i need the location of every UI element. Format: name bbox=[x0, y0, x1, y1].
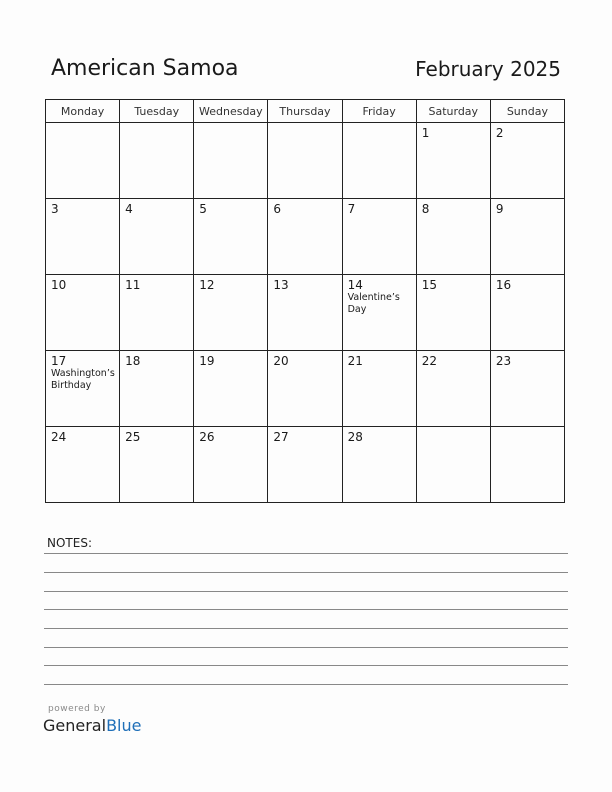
notes-line bbox=[44, 628, 568, 629]
day-number: 16 bbox=[495, 278, 512, 292]
day-cell bbox=[416, 351, 490, 427]
brand-general: General bbox=[43, 716, 107, 735]
day-cell bbox=[342, 123, 416, 199]
day-number: 7 bbox=[347, 202, 356, 216]
day-number: 12 bbox=[199, 278, 215, 292]
day-number: 2 bbox=[495, 126, 504, 140]
day-cell bbox=[342, 275, 416, 351]
day-cell bbox=[490, 351, 564, 427]
day-cell bbox=[342, 199, 416, 275]
day-cell bbox=[268, 427, 342, 503]
day-number: 27 bbox=[273, 430, 289, 444]
day-cell bbox=[490, 123, 564, 199]
notes-line bbox=[44, 684, 568, 685]
day-cell bbox=[46, 275, 120, 351]
day-number: 4 bbox=[125, 202, 133, 216]
day-cell bbox=[120, 199, 194, 275]
day-number: 23 bbox=[495, 354, 512, 368]
day-cell bbox=[490, 275, 564, 351]
day-number: 15 bbox=[421, 278, 437, 292]
weekday-friday: Friday bbox=[342, 100, 416, 123]
day-cell bbox=[268, 275, 342, 351]
day-cell bbox=[416, 275, 490, 351]
day-cell bbox=[268, 199, 342, 275]
day-number: 1 bbox=[421, 126, 430, 140]
day-number: 17 bbox=[51, 354, 67, 368]
day-number: 20 bbox=[273, 354, 289, 368]
day-cell bbox=[268, 351, 342, 427]
notes-line bbox=[44, 572, 568, 573]
day-cell bbox=[120, 427, 194, 503]
day-number: 9 bbox=[495, 202, 504, 216]
day-cell bbox=[342, 351, 416, 427]
notes-line bbox=[44, 609, 568, 610]
powered-by-text: powered by bbox=[48, 704, 106, 714]
holiday-label: Washington’s Birthday bbox=[51, 368, 115, 391]
week-row bbox=[46, 275, 565, 351]
day-number: 22 bbox=[421, 354, 437, 368]
week-row bbox=[46, 427, 565, 503]
day-cell bbox=[416, 123, 490, 199]
day-number: 24 bbox=[51, 430, 67, 444]
day-cell bbox=[416, 427, 490, 503]
day-number: 11 bbox=[125, 278, 141, 292]
day-cell bbox=[416, 199, 490, 275]
day-cell bbox=[194, 123, 268, 199]
day-cell bbox=[194, 427, 268, 503]
day-cell bbox=[46, 427, 120, 503]
day-cell bbox=[194, 275, 268, 351]
week-row bbox=[46, 123, 565, 199]
day-cell bbox=[194, 199, 268, 275]
weekday-wednesday: Wednesday bbox=[194, 100, 268, 123]
brand-blue: Blue bbox=[106, 716, 142, 735]
month-title: February 2025 bbox=[415, 57, 561, 81]
day-cell bbox=[120, 275, 194, 351]
notes-line bbox=[44, 553, 568, 554]
day-cell bbox=[490, 199, 564, 275]
day-cell bbox=[120, 123, 194, 199]
notes-line bbox=[44, 591, 568, 592]
weekday-thursday: Thursday bbox=[268, 100, 342, 123]
notes-line bbox=[44, 647, 568, 648]
day-number: 18 bbox=[125, 354, 141, 368]
calendar-grid bbox=[45, 99, 565, 503]
day-number: 21 bbox=[347, 354, 363, 368]
day-number: 5 bbox=[199, 202, 207, 216]
day-cell bbox=[46, 351, 120, 427]
day-number: 19 bbox=[199, 354, 215, 368]
weekday-saturday: Saturday bbox=[416, 100, 490, 123]
country-title: American Samoa bbox=[51, 56, 239, 81]
day-cell bbox=[46, 123, 120, 199]
day-number: 6 bbox=[273, 202, 282, 216]
weekday-header-row bbox=[46, 100, 565, 123]
week-row bbox=[46, 199, 565, 275]
week-row bbox=[46, 351, 565, 427]
notes-label: NOTES: bbox=[47, 536, 92, 550]
weekday-monday: Monday bbox=[46, 100, 120, 123]
day-cell bbox=[120, 351, 194, 427]
day-number: 25 bbox=[125, 430, 141, 444]
holiday-label: Valentine’s Day bbox=[347, 292, 400, 315]
brand-logo bbox=[43, 716, 141, 735]
weekday-tuesday: Tuesday bbox=[120, 100, 194, 123]
day-cell bbox=[194, 351, 268, 427]
day-number: 26 bbox=[199, 430, 215, 444]
day-cell bbox=[268, 123, 342, 199]
day-number: 13 bbox=[273, 278, 289, 292]
day-number: 14 bbox=[347, 278, 363, 292]
weekday-sunday: Sunday bbox=[490, 100, 564, 123]
day-cell bbox=[490, 427, 564, 503]
day-number: 28 bbox=[347, 430, 363, 444]
day-number: 3 bbox=[51, 202, 59, 216]
day-cell bbox=[342, 427, 416, 503]
day-number: 8 bbox=[421, 202, 430, 216]
day-cell bbox=[46, 199, 120, 275]
day-number: 10 bbox=[51, 278, 67, 292]
notes-line bbox=[44, 665, 568, 666]
